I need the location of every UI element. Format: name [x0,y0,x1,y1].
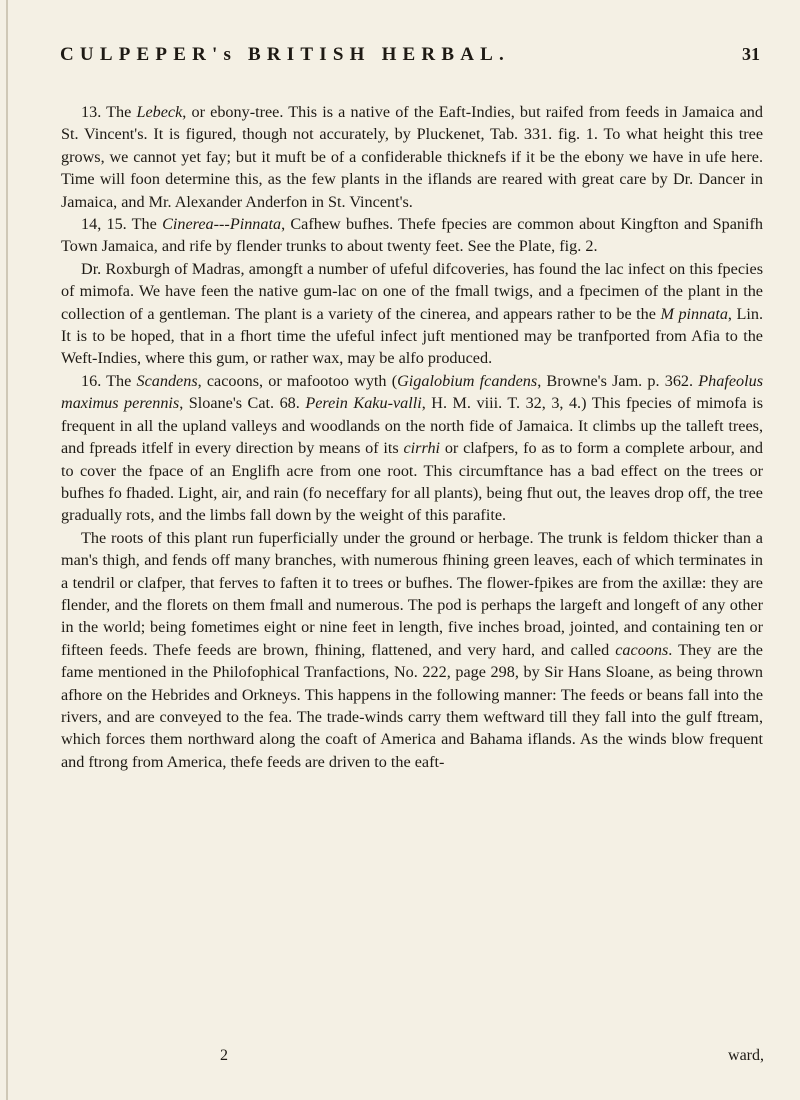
paragraph-roots-description [61,527,763,773]
text-run: , or ebony-tree. This is a native of the Eaft-Indies, but raifed from feeds in Jamaica and St. Vincent's. It is figured, though not accurately, by Pluckenet, Tab. 331. fig. 1. To what height this tree grows, we cannot yet fay; but it muft be of a confiderable thicknefs if it be the ebony we have in ufe here. Time will foon determine this, as the few plants in the iflands are reared with great care by Dr. Dancer in Jamaica, and Mr. Alexander Anderfon in St. Vincent's. [61,103,763,211]
text-run: , Sloane's Cat. 68. [179,394,306,413]
body-text [61,101,763,773]
italic-term: cirrhi [403,439,441,458]
page-footer [60,1047,764,1071]
running-head: CULPEPER's BRITISH HERBAL. [60,44,510,65]
italic-term: Cinerea---Pinnata [162,215,282,234]
text-run: , H. M. viii. T. 32, 3, 4.) This fpecies of mimofa is frequent in all the upland valleys and woodlands on the north fide of Jamaica. It climbs up the talleft trees, and fpreads itfelf in every direction by means of its [61,394,763,458]
paragraph-16-scandens [61,370,763,527]
italic-term: cacoons [615,640,669,659]
page-number: 31 [742,44,760,64]
text-run: , Cafhew bufhes. Thefe fpecies are common about Kingfton and Spanifh Town Jamaica, and rife by flender trunks to about twenty feet. See the Plate, fig. 2. [61,215,763,256]
text-run: , Browne's Jam. p. 362. [537,371,699,390]
text-run: , Lin. It is to be hoped, that in a fhort time the ufeful infect juft mentioned may be tranfported from Afia to the Weft-Indies, where this gum, or rather wax, may be alfo produced. [61,304,764,368]
page-header [60,44,760,74]
italic-term: Scandens [136,371,198,390]
italic-term: Perein Kaku-valli [305,394,422,413]
text-run: , cacoons, or mafootoo wyth ( [197,371,398,390]
text-run: 14, 15. The [81,215,163,234]
catchword: ward, [728,1047,764,1064]
text-run: 13. The [81,103,137,121]
text-run: 16. The [81,371,137,390]
italic-term: Phafeolus maximus perennis [61,371,763,413]
text-run: Dr. Roxburgh of Madras, amongft a number of ufeful difcoveries, has found the lac infect on this fpecies of mimofa. We have feen the native gum-lac on one of the fmall twigs, and a fpecimen of the plant in the collection of a gentleman. The plant is a variety of the cinerea, and appears rather to be the [61,259,763,323]
text-run: . They are the fame mentioned in the Philofophical Tranfactions, No. 222, page 298, by Sir Hans Sloane, as being thrown afhore on the Hebrides and Orkneys. This happens in the following manner: The feeds or beans fall into the rivers, and are conveyed to the fea. The trade-winds carry them weftward till they fall into the gulf ftream, which forces them northward along the coaft of America and Bahama iflands. As the winds blow frequent and ftrong from America, thefe feeds are driven to the eaft- [61,640,763,771]
italic-term: Lebeck [136,103,183,121]
page-edge-shadow [6,0,8,1100]
signature-mark: 2 [220,1047,228,1064]
paragraph-roxburgh-lac [61,258,763,370]
paragraph-14-15-cinerea-pinnata [61,213,763,258]
text-run: The roots of this plant run fuperficially under the ground or herbage. The trunk is feldom thicker than a man's thigh, and fends off many branches, with numerous fhining green leaves, each of which terminates in a tendril or clafper, that ferves to faften it to trees or bufhes. The flower-fpikes are from the axillæ: they are flender, and the florets on them fmall and numerous. The pod is perhaps the largeft and longeft of any other in the world; being fometimes eight or nine feet in length, five inches broad, jointed, and containing ten or fifteen feeds. Thefe feeds are brown, fhining, flattened, and very hard, and called [61,528,763,659]
paragraph-13-lebeck [61,101,763,213]
text-run: or clafpers, fo as to form a complete arbour, and to cover the fpace of an Englifh acre from one root. This circumftance has a bad effect on the trees or bufhes fo fhaded. Light, air, and rain (fo neceffary for all plants), being fhut out, the leaves drop off, the tree gradually rots, and the limbs fall down by the weight of this parafite. [61,439,763,525]
italic-term: Gigalobium fcandens [397,371,538,390]
italic-term: M pinnata [660,304,728,323]
